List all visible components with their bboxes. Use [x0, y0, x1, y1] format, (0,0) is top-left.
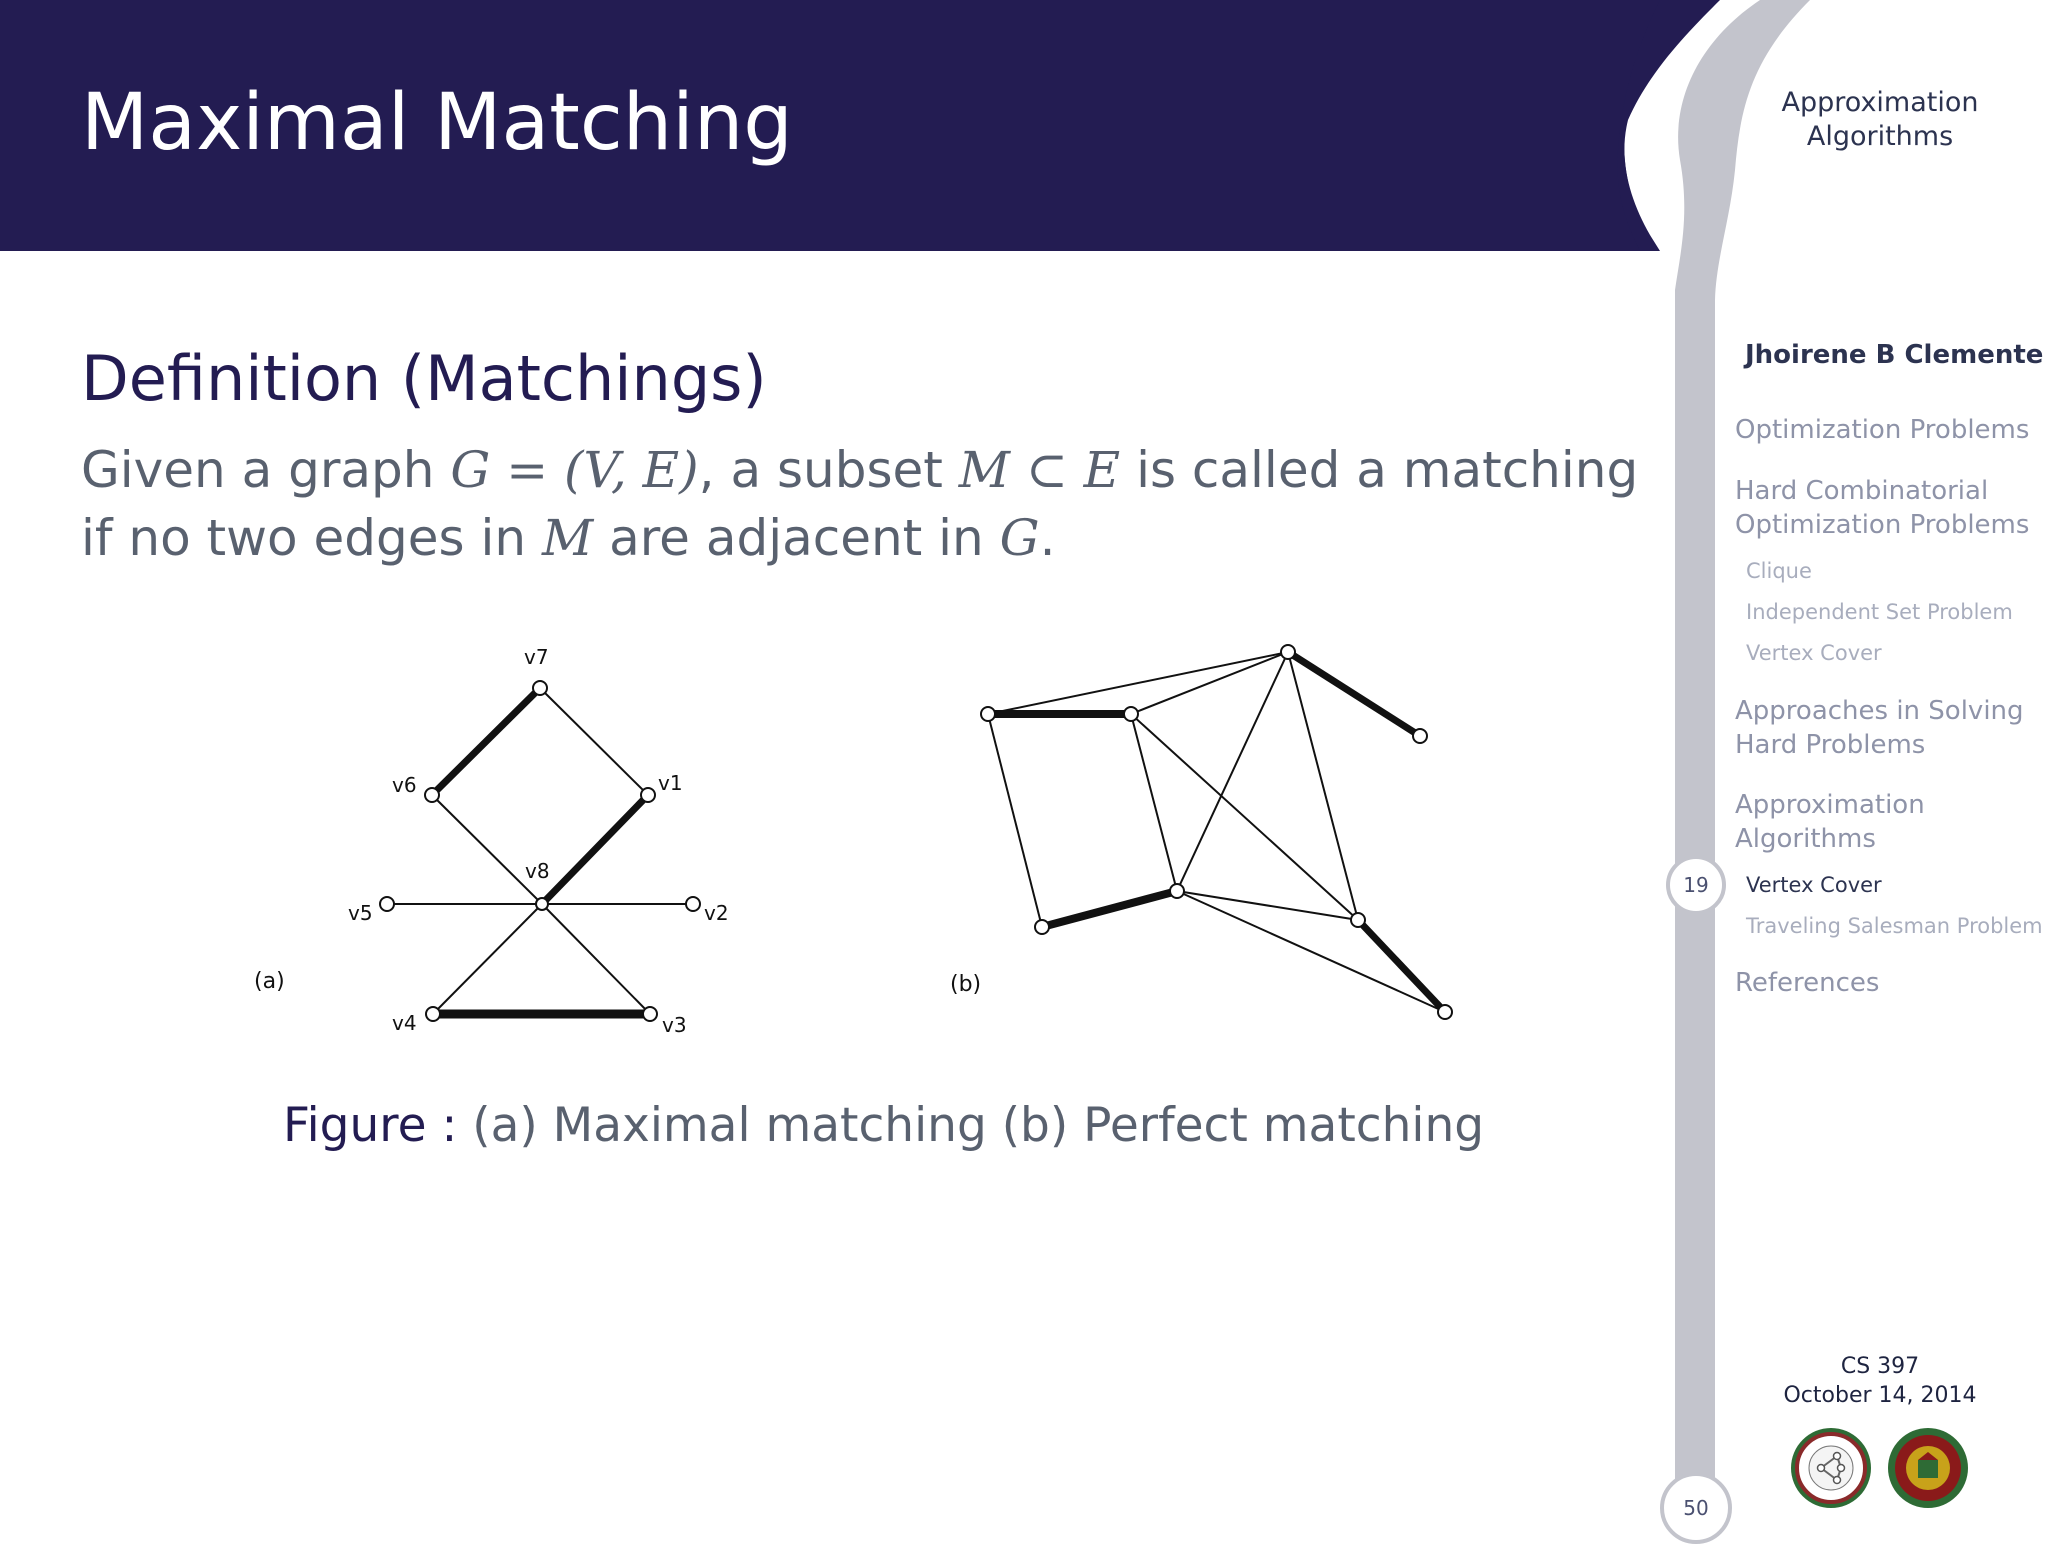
vertex-v7	[533, 681, 547, 695]
nav-approximation-line2[interactable]: Algorithms	[1735, 824, 1876, 854]
panel-b-label: (b)	[950, 972, 982, 997]
label-v5: v5	[348, 901, 373, 925]
edge-v1-v8	[542, 795, 648, 904]
presentation-date: October 14, 2014	[1783, 1383, 1977, 1408]
total-pages-indicator: 50	[1660, 1472, 1732, 1544]
edge-v7-v1	[540, 688, 648, 795]
graph-a	[387, 688, 693, 1014]
edge-v6-v8	[432, 795, 542, 904]
definition-line-1	[81, 436, 1638, 504]
figure-caption	[283, 1098, 1484, 1153]
figure-label: Figure :	[283, 1098, 458, 1153]
edge-b12	[1177, 891, 1445, 1012]
vertex-v4	[426, 1007, 440, 1021]
nav-traveling-salesman[interactable]: Traveling Salesman Problem	[1746, 914, 2043, 938]
vertex-v6	[425, 788, 439, 802]
math-m: M	[541, 509, 594, 567]
nav-approaches-line2[interactable]: Hard Problems	[1735, 730, 1926, 760]
label-v8: v8	[525, 859, 550, 883]
edge-v8-v3	[542, 904, 650, 1014]
nav-approximation-line1[interactable]: Approximation	[1735, 790, 1925, 820]
vertex-b5	[1035, 920, 1049, 934]
vertex-v2	[686, 897, 700, 911]
edge-v8-v4	[433, 904, 542, 1014]
edge-b1	[988, 652, 1288, 714]
nav-optimization-problems[interactable]: Optimization Problems	[1735, 415, 2030, 445]
nav-vertex-cover-current[interactable]: Vertex Cover	[1746, 873, 1882, 897]
label-v7: v7	[524, 645, 549, 669]
department-seal-logo	[1789, 1426, 1873, 1510]
author-name: Jhoirene B Clemente	[1745, 340, 2044, 370]
edge-b5	[988, 714, 1042, 927]
text-run: , a subset	[698, 441, 959, 499]
text-run: is called a matching	[1120, 441, 1639, 499]
course-info	[1740, 1352, 2020, 1410]
definition-heading: Definition (Matchings)	[81, 342, 767, 415]
nav-vertex-cover-hard[interactable]: Vertex Cover	[1746, 641, 1882, 665]
definition-text	[81, 436, 1638, 572]
edge-v7-v6	[432, 688, 540, 795]
matching-figure	[240, 630, 1500, 1070]
label-v1: v1	[658, 771, 683, 795]
graph-b	[988, 652, 1445, 1012]
panel-a-label: (a)	[254, 969, 285, 994]
label-v4: v4	[392, 1011, 417, 1035]
slide-title: Maximal Matching	[81, 78, 793, 168]
label-v2: v2	[704, 901, 729, 925]
edge-b4-matched	[1288, 652, 1420, 736]
nav-independent-set[interactable]: Independent Set Problem	[1746, 600, 2013, 624]
vertex-b7	[1351, 913, 1365, 927]
sidebar-title: Approximation Algorithms	[1781, 87, 1979, 152]
vertex-b2	[1124, 707, 1138, 721]
nav-references[interactable]: References	[1735, 968, 1880, 998]
graph-a-labels	[254, 645, 729, 1037]
university-seal-logo	[1886, 1426, 1970, 1510]
current-page-indicator: 19	[1666, 855, 1726, 915]
course-code: CS 397	[1840, 1354, 1920, 1379]
label-v6: v6	[392, 773, 417, 797]
text-run: Given a graph	[81, 441, 451, 499]
vertex-b1	[981, 707, 995, 721]
text-run: if no two edges in	[81, 509, 542, 567]
vertex-v8	[536, 898, 548, 910]
math-subset: M ⊂ E	[958, 441, 1121, 499]
nav-hard-combinatorial-line1[interactable]: Hard Combinatorial	[1735, 476, 1989, 506]
edge-b10-matched	[1042, 891, 1177, 927]
vertex-b8	[1438, 1005, 1452, 1019]
nav-hard-combinatorial-line2[interactable]: Optimization Problems	[1735, 510, 2030, 540]
math-graph-definition: G = (V, E)	[450, 441, 699, 499]
nav-clique[interactable]: Clique	[1746, 559, 1812, 583]
vertex-b4	[1413, 729, 1427, 743]
vertex-b6	[1170, 884, 1184, 898]
text-run: are adjacent in	[593, 509, 1000, 567]
nav-approaches-line1[interactable]: Approaches in Solving	[1735, 696, 2024, 726]
label-v3: v3	[662, 1013, 687, 1037]
edge-b6	[1131, 714, 1177, 891]
math-g: G	[999, 509, 1040, 567]
graph-a-vertices	[380, 681, 700, 1021]
vertex-v5	[380, 897, 394, 911]
vertex-b3	[1281, 645, 1295, 659]
definition-line-2	[81, 504, 1638, 572]
edge-b13-matched	[1358, 920, 1445, 1012]
vertex-v3	[643, 1007, 657, 1021]
text-run: .	[1039, 509, 1056, 567]
figure-caption-text: (a) Maximal matching (b) Perfect matching	[472, 1098, 1485, 1153]
vertex-v1	[641, 788, 655, 802]
